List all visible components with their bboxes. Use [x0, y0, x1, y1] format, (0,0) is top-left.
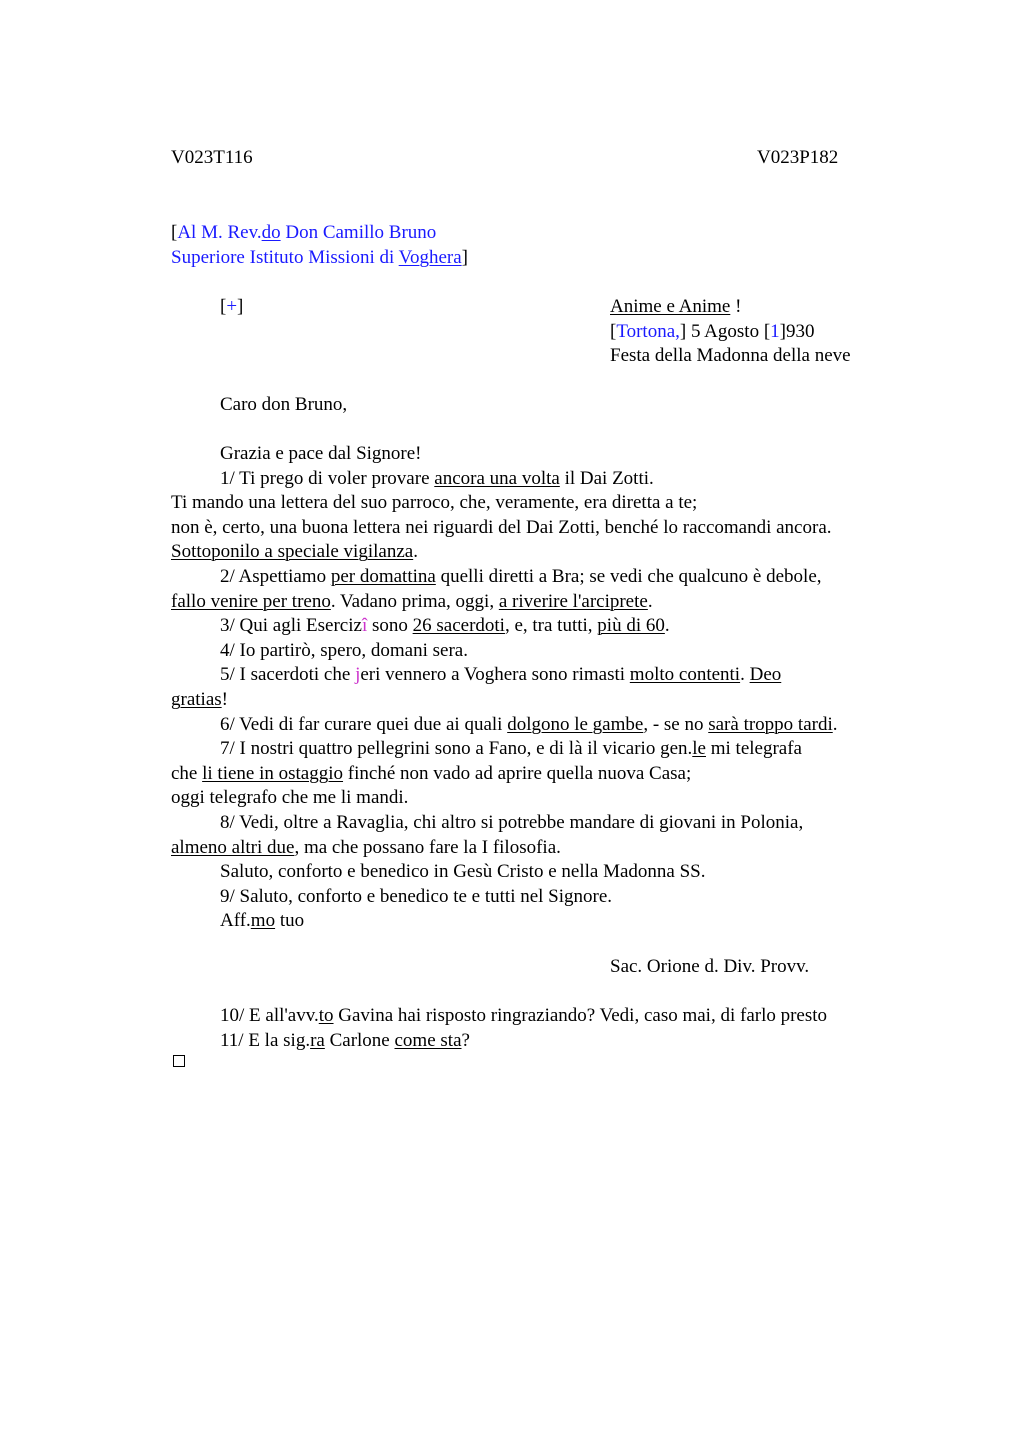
signature: Sac. Orione d. Div. Provv. [610, 956, 810, 977]
salutation: Caro don Bruno, [220, 394, 348, 415]
document-code-right: V023P182 [757, 147, 839, 168]
point-1-line-2: Ti mando una lettera del suo parroco, che, veramente, era diretta a te; [171, 492, 698, 514]
point-4: 4/ Io partirò, spero, domani sera. [220, 639, 468, 661]
closing: Aff.mo tuo [220, 910, 305, 932]
motto: Anime e Anime ! [610, 296, 742, 317]
point-3: 3/ Qui agli Esercizî sono 26 sacerdoti, e, tra tutti, più di 60. [220, 615, 670, 637]
point-2: 2/ Aspettiamo per domattina quelli diretti a Bra; se vedi che qualcuno è debole, [220, 565, 822, 587]
point-5-line-2: gratias! [171, 688, 228, 710]
place-date: [Tortona,] 5 Agosto [1]930 [610, 320, 815, 342]
point-8: 8/ Vedi, oltre a Ravaglia, chi altro si potrebbe mandare di giovani in Polonia, [220, 811, 804, 833]
point-9: 9/ Saluto, conforto e benedico te e tutti nel Signore. [220, 885, 613, 907]
point-7: 7/ I nostri quattro pellegrini sono a Fano, e di là il vicario gen.le mi telegrafa [220, 738, 802, 760]
feast-day: Festa della Madonna della neve [610, 345, 851, 367]
point-5: 5/ I sacerdoti che jeri vennero a Voghera sono rimasti molto contenti. Deo [220, 664, 782, 686]
postscript-block [171, 1004, 827, 1053]
point-1-line-4: Sottoponilo a speciale vigilanza. [171, 541, 418, 563]
postscript-10: 10/ E all'avv.to Gavina hai risposto ringraziando? Vedi, caso mai, di farlo presto [220, 1005, 828, 1026]
dateline-block [610, 295, 851, 369]
point-2-line-2: fallo venire per treno. Vadano prima, oggi, a riverire l'arciprete. [171, 590, 653, 612]
point-7-line-3: oggi telegrafo che me li mandi. [171, 787, 409, 809]
point-1-line-3: non è, certo, una buona lettera nei riguardi del Dai Zotti, benché lo raccomandi ancora. [171, 516, 832, 538]
point-6: 6/ Vedi di far curare quei due ai quali dolgono le gambe, - se no sarà troppo tardi. [220, 713, 838, 735]
square-box-icon [173, 1055, 185, 1067]
point-1: 1/ Ti prego di voler provare ancora una volta il Dai Zotti. [220, 467, 654, 489]
cross-mark: [+] [220, 296, 244, 317]
letter-body [171, 442, 838, 934]
postscript-11: 11/ E la sig.ra Carlone come sta? [220, 1029, 470, 1051]
address-line-1: [Al M. Rev.do Don Camillo Bruno [171, 222, 437, 243]
address-line-2: Superiore Istituto Missioni di Voghera] [171, 246, 468, 268]
blessing-line: Saluto, conforto e benedico in Gesù Cristo e nella Madonna SS. [220, 861, 706, 883]
point-7-line-2: che li tiene in ostaggio finché non vado ad aprire quella nuova Casa; [171, 762, 692, 784]
address-block [171, 221, 468, 270]
document-code-left: V023T116 [171, 147, 253, 168]
point-8-line-2: almeno altri due, ma che possano fare la I filosofia. [171, 836, 561, 858]
greeting: Grazia e pace dal Signore! [220, 443, 422, 464]
